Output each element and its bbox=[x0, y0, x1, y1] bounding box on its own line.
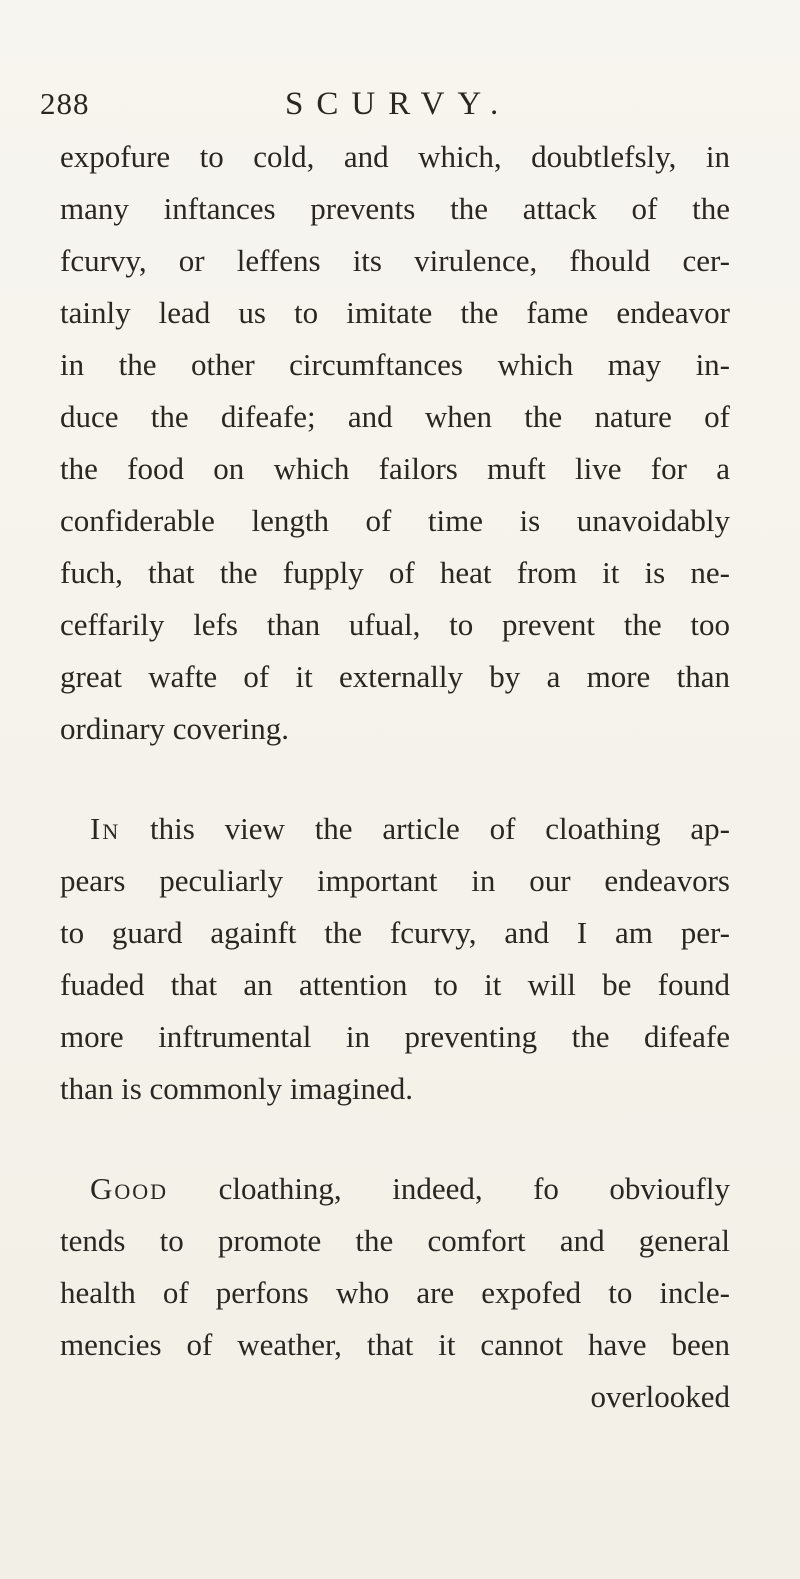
text-line: to guard againft the fcurvy, and I am per- bbox=[60, 915, 730, 950]
text-line: the food on which failors muft live for a bbox=[60, 451, 730, 486]
lead-word: Good bbox=[90, 1171, 169, 1206]
text-line: fuch, that the fupply of heat from it is ne- bbox=[60, 555, 730, 590]
text-line: many inftances prevents the attack of the bbox=[60, 191, 730, 226]
paragraph-gap bbox=[60, 1115, 730, 1163]
text-line: tends to promote the comfort and general bbox=[60, 1223, 730, 1258]
paragraph-gap bbox=[60, 755, 730, 803]
text-line: than is commonly imagined. bbox=[60, 1071, 414, 1106]
text-line: ordinary covering. bbox=[60, 711, 289, 746]
text-line: more inftrumental in preventing the difeafe bbox=[60, 1019, 730, 1054]
text-line: duce the difeafe; and when the nature of bbox=[60, 399, 730, 434]
text-line: fcurvy, or leffens its virulence, fhould cer- bbox=[60, 243, 730, 278]
line-rest: this view the article of cloathing ap- bbox=[120, 811, 730, 846]
lead-word: In bbox=[90, 811, 121, 846]
text-line: in the other circumftances which may in- bbox=[60, 347, 730, 382]
paragraph-1 bbox=[60, 131, 730, 755]
running-title: SCURVY. bbox=[285, 86, 512, 122]
text-line: great wafte of it externally by a more than bbox=[60, 659, 730, 694]
page-number: 288 bbox=[40, 86, 90, 121]
paragraph-2 bbox=[60, 803, 730, 1115]
text-line: health of perfons who are expofed to incle- bbox=[60, 1275, 730, 1310]
running-head bbox=[40, 86, 760, 136]
text-line: mencies of weather, that it cannot have been bbox=[60, 1327, 730, 1362]
text-line: pears peculiarly important in our endeavors bbox=[60, 863, 730, 898]
body-text bbox=[60, 131, 730, 1423]
text-line: tainly lead us to imitate the fame endeavor bbox=[60, 295, 730, 330]
text-line: ceffarily lefs than ufual, to prevent the too bbox=[60, 607, 730, 642]
line-rest: cloathing, indeed, fo obvioufly bbox=[168, 1171, 730, 1206]
text-line: expofure to cold, and which, doubtlefsly, in bbox=[60, 139, 730, 174]
text-line: confiderable length of time is unavoidably bbox=[60, 503, 730, 538]
paragraph-3 bbox=[60, 1163, 730, 1423]
text-line: fuaded that an attention to it will be found bbox=[60, 967, 730, 1002]
catchword: overlooked bbox=[590, 1379, 730, 1414]
text-line bbox=[60, 803, 730, 855]
text-line bbox=[60, 1163, 730, 1215]
